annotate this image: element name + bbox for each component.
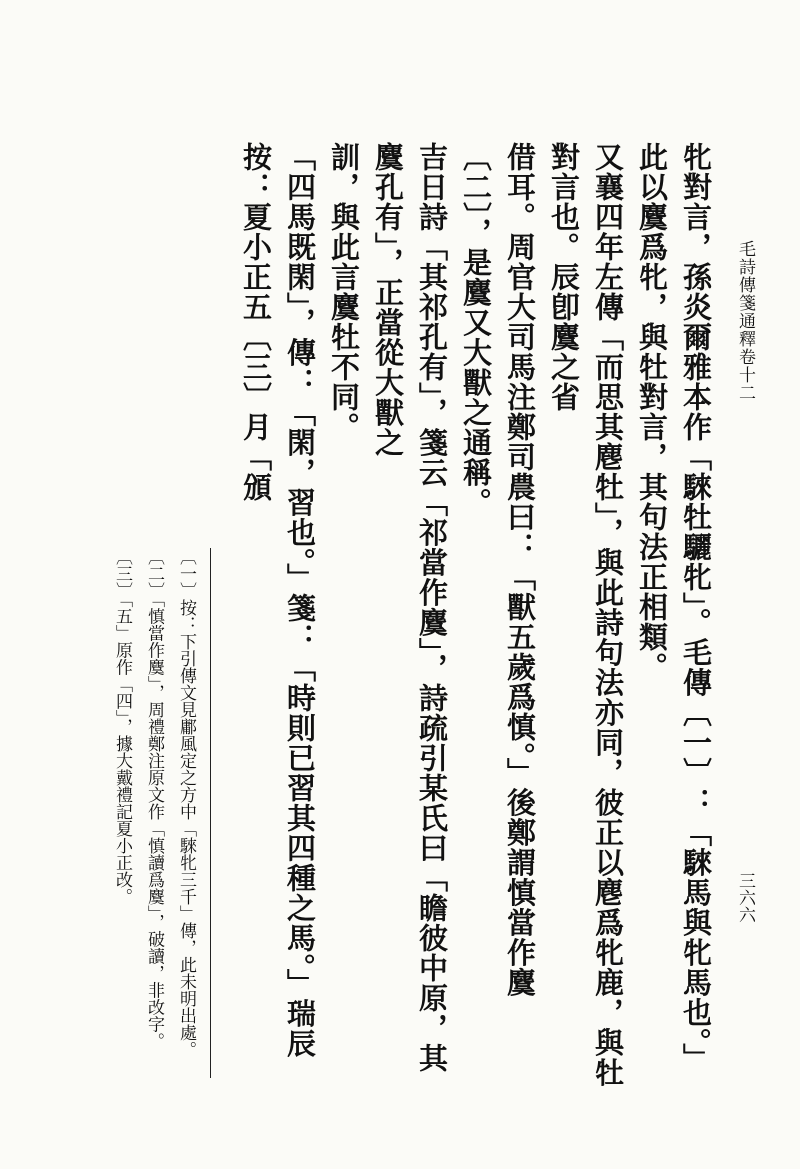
main-text: [234, 142, 718, 1097]
footnote: 〔三〕「五」原作「四」，據大戴禮記夏小正改。: [112, 548, 132, 905]
text-column: 又襄四年左傳「而思其麀牡」，與此詩句法亦同，彼正以麀爲牝鹿，與牡對言也。辰卽麌之省: [547, 142, 625, 1088]
text-column: 借耳。周官大司馬注鄭司農曰：「獸五歲爲慎。」後鄭謂慎當作麌〔二〕，是麌又大獸之通稱。: [459, 142, 537, 998]
text-column: 「四馬既閑」，傳：「閑，習也。」箋：「時則已習其四種之馬。」瑞辰按：夏小正五〔三〕月「頒: [239, 142, 317, 1059]
footnote-divider: [210, 548, 211, 1078]
text-column: 吉日詩「其祁孔有」，箋云「祁當作麌」，詩疏引某氏曰「瞻彼中原，其麌孔有」，正當從大獸之: [371, 142, 449, 1073]
footnotes: [106, 548, 202, 1108]
footnote: 〔二〕「慎當作麌」，周禮鄭注原文作「慎讀爲麌」，破讀，非改字。: [144, 548, 164, 1050]
text-column: 訓，與此言麌牡不同。: [327, 142, 361, 442]
running-title: 毛詩傳箋通釋卷十二: [735, 240, 755, 402]
footnote: 〔一〕按：下引傳文見鄘風定之方中「騋牝三千」傳，此未明出處。: [176, 548, 196, 1058]
text-column: 牝對言，孫炎爾雅本作「騋牡驪牝」。毛傳〔一〕：「騋馬與牝馬也。」此以麌爲牝，與牡對言，其句法正相類。: [635, 142, 713, 1073]
page-number: 三六六: [735, 872, 755, 923]
